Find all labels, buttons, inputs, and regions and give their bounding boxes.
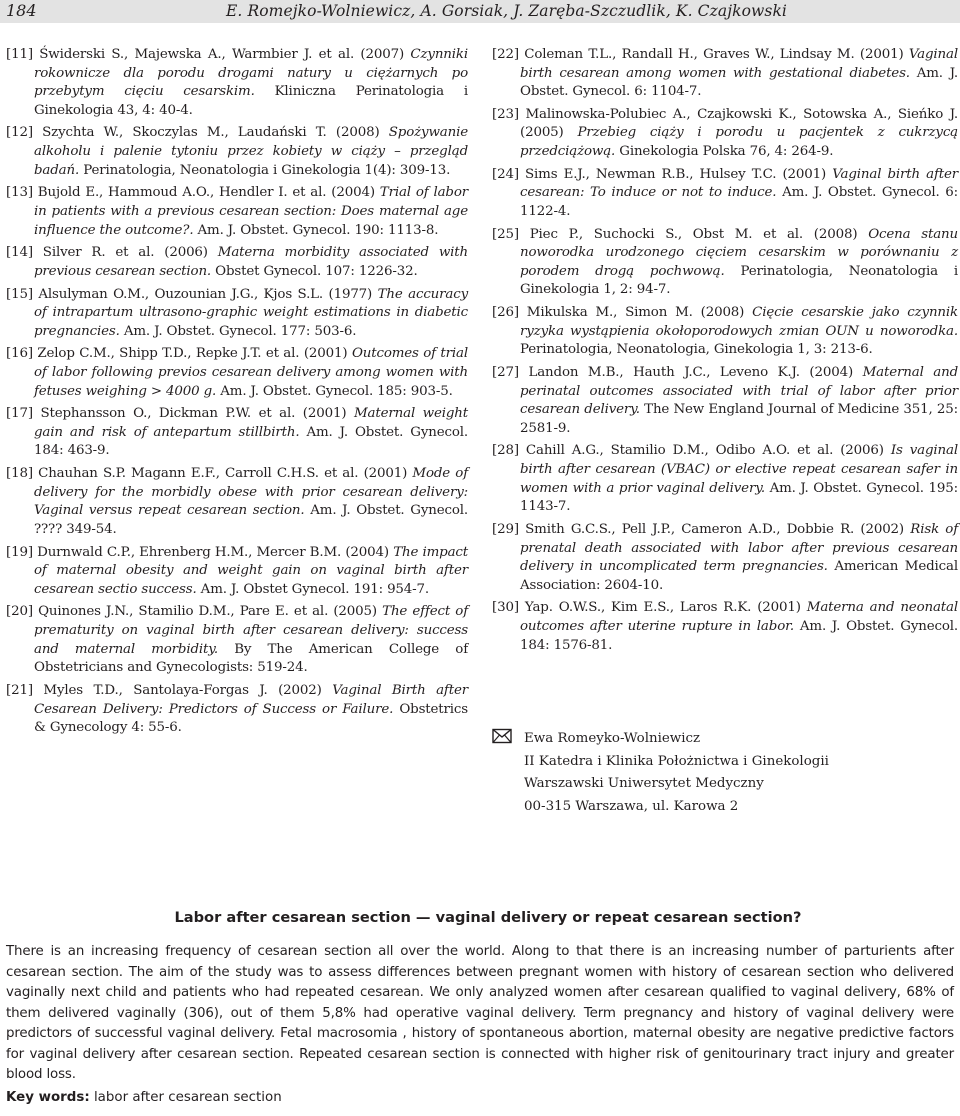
reference-number: [24] — [492, 166, 519, 182]
reference-source: Perinatologia, Neonatologia, Ginekologia 1, 3: 213-6. — [520, 342, 873, 358]
reference-source: Am. J. Obstet. Gynecol. 190: 1113-8. — [193, 222, 439, 238]
correspondence-address — [492, 728, 952, 818]
reference-title: Is vaginal birth after cesarean (VBAC) or elective repeat cesarean safer in women with a prior vaginal delivery. — [520, 443, 958, 496]
reference-source: Perinatologia, Neonatologia i Ginekologia 1(4): 309-13. — [79, 162, 451, 178]
reference-item — [492, 442, 958, 516]
contact-university: Warszawski Uniwersytet Medyczny — [524, 776, 764, 792]
reference-authors: Alsulyman O.M., Ouzounian J.G., Kjos S.L. (1977) — [38, 286, 378, 302]
references-left-column — [6, 46, 468, 742]
reference-number: [29] — [492, 521, 519, 537]
reference-number: [12] — [6, 125, 33, 141]
reference-number: [16] — [6, 346, 33, 362]
keywords-value: labor after cesarean section — [89, 1089, 282, 1105]
reference-number: [11] — [6, 47, 33, 62]
reference-source: Am. J. Obstet. Gynecol. 195: 1143-7. — [520, 480, 958, 515]
english-abstract — [6, 908, 954, 1108]
reference-item — [6, 286, 468, 342]
reference-item — [492, 304, 958, 360]
keywords — [6, 1088, 954, 1108]
abstract-title: Labor after cesarean section — vaginal delivery or repeat cesarean section? — [174, 909, 802, 926]
reference-source: Am. J. Obstet Gynecol. 191: 954-7. — [196, 581, 430, 597]
reference-number: [15] — [6, 286, 33, 302]
reference-number: [28] — [492, 443, 519, 459]
reference-number: [25] — [492, 226, 519, 242]
reference-source: Am. J. Obstet. Gynecol. 6: 1122-4. — [520, 185, 959, 219]
reference-title: Vaginal birth cesarean among women with gestational diabetes. — [520, 47, 958, 81]
reference-title: Czynniki rokownicze dla porodu drogami natury u ciężarnych po przebytym cięciu cesarskim. — [34, 47, 469, 100]
reference-authors: Smith G.C.S., Pell J.P., Cameron A.D., Dobbie R. (2002) — [525, 521, 911, 537]
contact-department: II Katedra i Klinika Położnictwa i Ginekologii — [524, 753, 829, 769]
reference-number: [20] — [6, 604, 33, 620]
reference-source: The New England Journal of Medicine 351, 25: 2581-9. — [520, 402, 958, 436]
reference-item — [6, 405, 468, 461]
reference-authors: Sims E.J., Newman R.B., Hulsey T.C. (2001) — [525, 166, 833, 182]
reference-number: [30] — [492, 600, 519, 616]
reference-title: Spożywanie alkoholu i palenie tytoniu przez kobiety w ciąży – przegląd badań. — [34, 125, 468, 178]
reference-number: [27] — [492, 364, 519, 380]
reference-number: [22] — [492, 47, 519, 62]
reference-number: [18] — [6, 466, 33, 482]
reference-authors: Landon M.B., Hauth J.C., Leveno K.J. (2004) — [528, 364, 863, 380]
reference-authors: Szychta W., Skoczylas M., Laudański T. (2008) — [42, 125, 389, 141]
reference-authors: Myles T.D., Santolaya-Forgas J. (2002) — [43, 682, 333, 698]
reference-authors: Stephansson O., Dickman P.W. et al. (2001) — [40, 406, 354, 422]
reference-item — [6, 345, 468, 401]
reference-authors: Cahill A.G., Stamilio D.M., Odibo A.O. et al. (2006) — [525, 443, 891, 459]
reference-title: Materna and neonatal outcomes after uterine rupture in labor. — [520, 600, 959, 634]
reference-source: Am. J. Obstet. Gynecol. 184: 1576-81. — [520, 618, 958, 653]
references-right-column — [492, 46, 958, 659]
reference-authors: Mikulska M., Simon M. (2008) — [526, 305, 753, 321]
reference-title: Przebieg ciąży i porodu u pacjentek z cukrzycą przedciążową. — [520, 125, 958, 160]
reference-authors: Durnwald C.P., Ehrenberg H.M., Mercer B.M. (2004) — [37, 544, 394, 560]
reference-item — [492, 226, 958, 300]
reference-source: Obstet Gynecol. 107: 1226-32. — [211, 263, 418, 279]
reference-item — [492, 106, 958, 162]
reference-item — [492, 521, 958, 595]
reference-item — [6, 603, 468, 677]
running-head-authors: E. Romejko-Wolniewicz, A. Gorsiak, J. Zaręba-Szczudlik, K. Czajkowski — [226, 2, 787, 20]
reference-authors: Silver R. et al. (2006) — [42, 245, 218, 261]
reference-number: [21] — [6, 682, 33, 698]
reference-number: [14] — [6, 245, 33, 261]
reference-title: Trial of labor in patients with a previous cesarean section: Does maternal age influence the outcome?. — [34, 185, 468, 238]
reference-authors: Coleman T.L., Randall H., Graves W., Lindsay M. (2001) — [524, 47, 909, 62]
reference-title: Ocena stanu noworodka urodzonego cięciem cesarskim w porównaniu z porodem drogą pochwową. — [520, 226, 958, 279]
page-number: 184 — [6, 1, 37, 20]
contact-address: 00-315 Warszawa, ul. Karowa 2 — [524, 798, 739, 814]
reference-authors: Piec P., Suchocki S., Obst M. et al. (2008) — [529, 226, 869, 242]
reference-title: Maternal weight gain and risk of antepartum stillbirth. — [34, 406, 469, 440]
reference-item — [6, 682, 468, 738]
reference-source: American Medical Association: 2604-10. — [520, 559, 958, 593]
contact-name: Ewa Romeyko-Wolniewicz — [524, 731, 701, 746]
reference-item — [6, 465, 468, 539]
reference-authors: Malinowska-Polubiec A., Czajkowski K., Sotowska A., Sieńko J. (2005) — [520, 106, 958, 141]
reference-source: Am. J. Obstet. Gynecol. ???? 349-54. — [34, 503, 468, 537]
reference-title: Risk of prenatal death associated with labor after previous cesarean delivery in uncomplicated term pregnancies. — [520, 521, 959, 575]
reference-source: Am. J. Obstet. Gynecol. 177: 503-6. — [119, 323, 357, 339]
reference-item — [492, 46, 958, 102]
reference-title: The effect of prematurity on vaginal birth after cesarean delivery: success and maternal morbidity. — [34, 604, 468, 657]
reference-title: Vaginal Birth after Cesarean Delivery: Predictors of Success or Failure. — [34, 682, 468, 717]
reference-authors: Quinones J.N., Stamilio D.M., Pare E. et al. (2005) — [38, 604, 383, 620]
keywords-label: Key words: — [6, 1089, 90, 1105]
reference-source: Am. J. Obstet. Gynecol. 184: 463-9. — [34, 424, 468, 459]
reference-title: Cięcie cesarskie jako czynnik ryzyka wystąpienia okołoporodowych zmian OUN u noworodka. — [520, 305, 958, 339]
reference-item — [492, 364, 958, 438]
reference-authors: Bujold E., Hammoud A.O., Hendler I. et al. (2004) — [37, 185, 380, 201]
reference-title: The accuracy of intrapartum ultrasono-graphic weight estimations in diabetic pregnancies. — [34, 286, 468, 339]
reference-source: Am. J. Obstet. Gynecol. 185: 903-5. — [216, 383, 453, 399]
reference-authors: Zelop C.M., Shipp T.D., Repke J.T. et al. (2001) — [37, 346, 352, 362]
reference-title: Mode of delivery for the morbidly obese with prior cesarean delivery: Vaginal versus repeat cesarean section. — [34, 466, 468, 519]
reference-item — [492, 599, 958, 655]
reference-source: Perinatologia, Neonatologia i Ginekologia 1, 2: 94-7. — [520, 263, 958, 298]
reference-source: Am. J. Obstet. Gynecol. 6: 1104-7. — [520, 65, 958, 100]
reference-number: [26] — [492, 305, 519, 321]
page-header — [0, 0, 960, 30]
reference-source: Obstetrics & Gynecology 4: 55-6. — [34, 701, 468, 736]
reference-number: [19] — [6, 544, 33, 560]
reference-source: Ginekologia Polska 76, 4: 264-9. — [615, 144, 834, 160]
reference-number: [23] — [492, 106, 519, 122]
reference-item — [492, 166, 958, 222]
reference-item — [6, 124, 468, 180]
reference-number: [13] — [6, 185, 33, 201]
reference-title: Materna morbidity associated with previous cesarean section. — [34, 245, 468, 279]
reference-title: Outcomes of trial of labor following previos cesarean delivery among women with fetuses weighing > 4000 g. — [34, 346, 469, 399]
reference-authors: Chauhan S.P. Magann E.F., Carroll C.H.S. et al. (2001) — [38, 466, 413, 482]
reference-source: By The American College of Obstetricians and Gynecologists: 519-24. — [34, 641, 468, 676]
reference-title: The impact of maternal obesity and weight gain on vaginal birth after cesarean sectio success. — [34, 544, 468, 597]
reference-item — [6, 544, 468, 600]
reference-authors: Świderski S., Majewska A., Warmbier J. et al. (2007) — [39, 47, 411, 62]
reference-title: Vaginal birth after cesarean: To induce or not to induce. — [520, 166, 959, 201]
reference-item — [6, 244, 468, 281]
reference-source: Kliniczna Perinatologia i Ginekologia 43, 4: 40-4. — [34, 84, 468, 118]
reference-number: [17] — [6, 406, 33, 422]
reference-item — [6, 184, 468, 240]
reference-title: Maternal and perinatal outcomes associated with trial of labor after prior cesarean delivery. — [520, 364, 959, 418]
reference-item — [6, 46, 468, 120]
reference-authors: Yap. O.W.S., Kim E.S., Laros R.K. (2001) — [524, 600, 807, 616]
abstract-body: There is an increasing frequency of cesarean section all over the world. Along to that there is an increasing number of parturients after cesarean section. The aim of the study was to assess differences between pregnant women with history of cesarean section who delivered vaginally next child and patients who had repeated cesarean. We only analyzed women after cesarean qualified to vaginal delivery, 68% of them delivered vaginally (306), out of them 5,8% had operative vaginal delivery. Term pregnancy and history of vaginal delivery were predictors of successful vaginal delivery. Fetal macrosomia , history of spontaneous abortion, maternal obesity are negative predictive factors for vaginal delivery after cesarean section. Repeated cesarean section is connected with higher risk of genitourinary tract injury and greater blood loss. — [6, 944, 954, 1082]
